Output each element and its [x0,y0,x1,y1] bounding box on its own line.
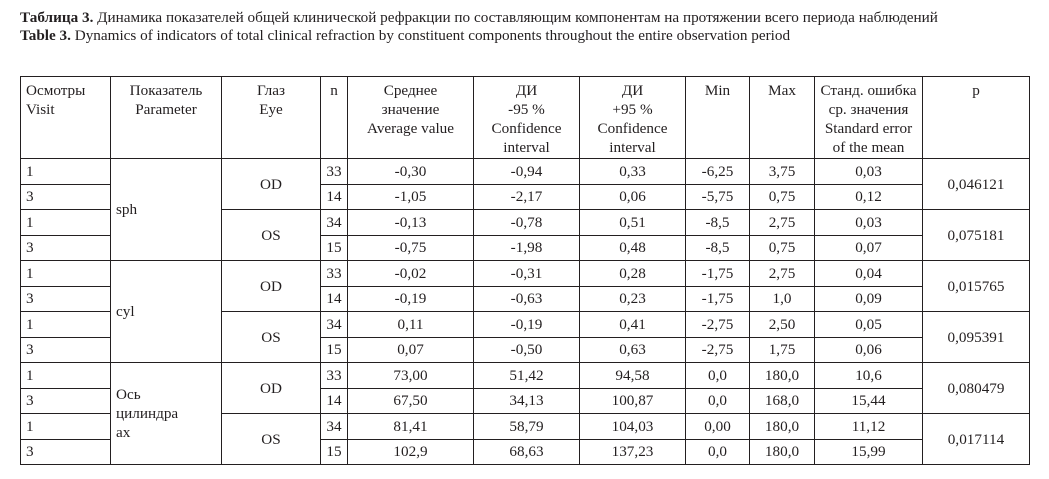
max-cell: 180,0 [750,363,815,389]
visit-cell: 1 [21,210,111,236]
parameter-cell: sph [111,159,222,261]
ci-high-cell: 0,63 [580,337,686,363]
caption-english [20,27,1032,45]
ci-high-cell: 0,41 [580,312,686,338]
refraction-table [20,76,1030,465]
header-min: Min [686,77,750,159]
eye-cell: OD [222,159,321,210]
n-cell: 14 [321,184,348,210]
max-cell: 168,0 [750,388,815,414]
max-cell: 1,0 [750,286,815,312]
mean-cell: -0,75 [348,235,474,261]
se-cell: 0,04 [815,261,923,287]
max-cell: 0,75 [750,235,815,261]
parameter-cell: cyl [111,261,222,363]
p-value-cell: 0,080479 [923,363,1030,414]
n-cell: 33 [321,159,348,185]
min-cell: -1,75 [686,286,750,312]
min-cell: -1,75 [686,261,750,287]
ci-high-cell: 0,06 [580,184,686,210]
visit-cell: 1 [21,312,111,338]
ci-low-cell: -0,31 [474,261,580,287]
se-cell: 0,06 [815,337,923,363]
mean-cell: -0,02 [348,261,474,287]
ci-low-cell: -1,98 [474,235,580,261]
header-eye: Глаз Eye [222,77,321,159]
eye-cell: OS [222,414,321,465]
ci-high-cell: 100,87 [580,388,686,414]
mean-cell: 81,41 [348,414,474,440]
caption-english-label: Table 3. [20,27,71,44]
visit-cell: 3 [21,337,111,363]
min-cell: -5,75 [686,184,750,210]
ci-high-cell: 0,28 [580,261,686,287]
eye-cell: OD [222,261,321,312]
max-cell: 1,75 [750,337,815,363]
p-value-cell: 0,015765 [923,261,1030,312]
ci-high-cell: 104,03 [580,414,686,440]
visit-cell: 3 [21,439,111,465]
table-row [21,261,1030,287]
visit-cell: 3 [21,388,111,414]
n-cell: 15 [321,439,348,465]
table-row [21,363,1030,389]
p-value-cell: 0,017114 [923,414,1030,465]
min-cell: -6,25 [686,159,750,185]
caption-russian-label: Таблица 3. [20,9,94,26]
max-cell: 180,0 [750,439,815,465]
min-cell: -2,75 [686,337,750,363]
ci-low-cell: -0,94 [474,159,580,185]
eye-cell: OD [222,363,321,414]
table-caption [20,9,1032,45]
min-cell: 0,0 [686,439,750,465]
n-cell: 34 [321,414,348,440]
mean-cell: -0,13 [348,210,474,236]
ci-low-cell: -2,17 [474,184,580,210]
max-cell: 180,0 [750,414,815,440]
min-cell: 0,0 [686,388,750,414]
ci-low-cell: -0,50 [474,337,580,363]
visit-cell: 1 [21,159,111,185]
p-value-cell: 0,095391 [923,312,1030,363]
ci-low-cell: 34,13 [474,388,580,414]
n-cell: 34 [321,210,348,236]
caption-russian-text: Динамика показателей общей клинической рефракции по составляющим компонентам на протяжении всего периода наблюдений [93,9,938,26]
se-cell: 15,99 [815,439,923,465]
mean-cell: 67,50 [348,388,474,414]
parameter-cell: Ось цилиндра ax [111,363,222,465]
ci-low-cell: -0,78 [474,210,580,236]
mean-cell: -0,30 [348,159,474,185]
n-cell: 15 [321,337,348,363]
visit-cell: 1 [21,363,111,389]
table-row [21,159,1030,185]
p-value-cell: 0,046121 [923,159,1030,210]
se-cell: 0,12 [815,184,923,210]
ci-low-cell: 58,79 [474,414,580,440]
mean-cell: -0,19 [348,286,474,312]
header-mean: Среднее значение Average value [348,77,474,159]
max-cell: 2,75 [750,261,815,287]
header-se: Станд. ошибка ср. значения Standard error of the mean [815,77,923,159]
visit-cell: 3 [21,184,111,210]
se-cell: 0,03 [815,210,923,236]
p-value-cell: 0,075181 [923,210,1030,261]
caption-english-text: Dynamics of indicators of total clinical refraction by constituent components throughout the entire observation period [70,27,791,44]
caption-russian [20,9,1032,27]
max-cell: 3,75 [750,159,815,185]
visit-cell: 3 [21,286,111,312]
mean-cell: 102,9 [348,439,474,465]
header-parameter: Показатель Parameter [111,77,222,159]
se-cell: 0,09 [815,286,923,312]
mean-cell: -1,05 [348,184,474,210]
eye-cell: OS [222,312,321,363]
min-cell: -2,75 [686,312,750,338]
ci-high-cell: 0,23 [580,286,686,312]
ci-high-cell: 0,33 [580,159,686,185]
max-cell: 0,75 [750,184,815,210]
ci-low-cell: 68,63 [474,439,580,465]
n-cell: 34 [321,312,348,338]
ci-low-cell: -0,63 [474,286,580,312]
mean-cell: 0,07 [348,337,474,363]
max-cell: 2,75 [750,210,815,236]
visit-cell: 3 [21,235,111,261]
n-cell: 15 [321,235,348,261]
header-visit: Осмотры Visit [21,77,111,159]
ci-high-cell: 94,58 [580,363,686,389]
eye-cell: OS [222,210,321,261]
table-body [21,159,1030,465]
se-cell: 10,6 [815,363,923,389]
visit-cell: 1 [21,414,111,440]
ci-high-cell: 0,48 [580,235,686,261]
n-cell: 14 [321,388,348,414]
header-p: p [923,77,1030,159]
n-cell: 33 [321,363,348,389]
header-max: Max [750,77,815,159]
header-n: n [321,77,348,159]
n-cell: 33 [321,261,348,287]
se-cell: 15,44 [815,388,923,414]
visit-cell: 1 [21,261,111,287]
se-cell: 0,03 [815,159,923,185]
header-row [21,77,1030,159]
header-ci-low: ДИ -95 % Confidence interval [474,77,580,159]
ci-low-cell: 51,42 [474,363,580,389]
ci-high-cell: 137,23 [580,439,686,465]
min-cell: 0,00 [686,414,750,440]
se-cell: 0,05 [815,312,923,338]
min-cell: 0,0 [686,363,750,389]
min-cell: -8,5 [686,210,750,236]
ci-high-cell: 0,51 [580,210,686,236]
min-cell: -8,5 [686,235,750,261]
mean-cell: 0,11 [348,312,474,338]
mean-cell: 73,00 [348,363,474,389]
header-ci-high: ДИ +95 % Confidence interval [580,77,686,159]
max-cell: 2,50 [750,312,815,338]
se-cell: 0,07 [815,235,923,261]
ci-low-cell: -0,19 [474,312,580,338]
n-cell: 14 [321,286,348,312]
se-cell: 11,12 [815,414,923,440]
